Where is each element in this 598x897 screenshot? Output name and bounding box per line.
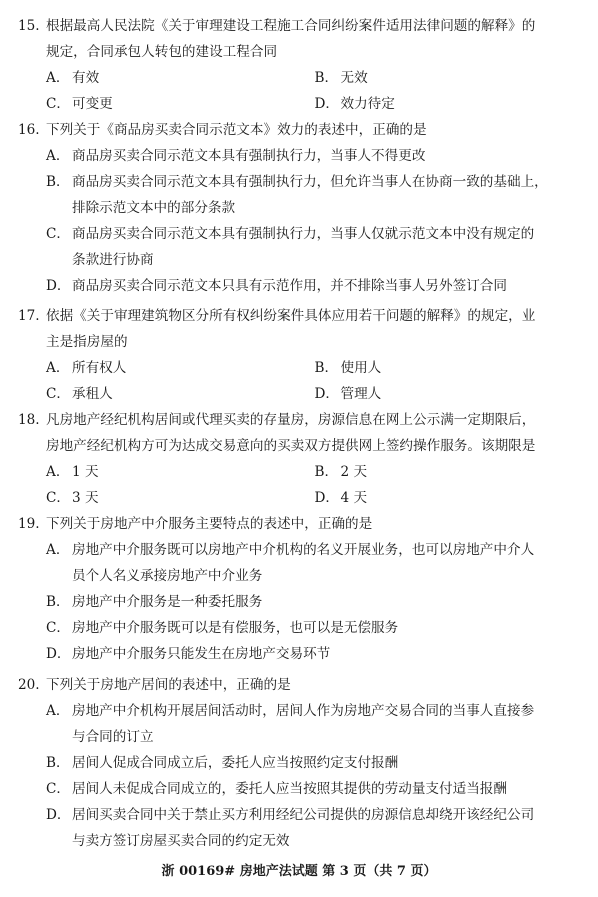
question-20 [18, 672, 583, 854]
option-c: C． 商品房买卖合同示范文本具有强制执行力，当事人仅就示范文本中没有规定的 [46, 226, 535, 242]
option-a-continued: 与合同的订立 [72, 729, 154, 745]
option-a: A． 房地产中介机构开展居间活动时，居间人作为房地产交易合同的当事人直接参 [46, 703, 535, 719]
question-stem: 下列关于房地产中介服务主要特点的表述中，正确的是 [46, 516, 373, 532]
question-16 [18, 117, 583, 299]
page-footer: 浙 00169# 房地产法试题 第 3 页（共 7 页） [161, 864, 437, 879]
question-number: 19. [18, 516, 40, 532]
question-stem-continued: 规定，合同承包人转包的建设工程合同 [46, 44, 278, 60]
option-d: D． 效力待定 [314, 96, 395, 112]
option-c: C． 3 天 [46, 490, 99, 506]
option-c-continued: 条款进行协商 [72, 252, 154, 268]
question-number: 17. [18, 308, 40, 324]
option-c: C． 承租人 [46, 386, 113, 402]
option-c: C． 可变更 [46, 96, 113, 112]
question-number: 16. [18, 122, 40, 138]
question-19 [18, 511, 583, 667]
option-c: C． 房地产中介服务既可以是有偿服务，也可以是无偿服务 [46, 620, 399, 636]
option-b: B． 使用人 [314, 360, 382, 376]
option-a-continued: 员个人名义承接房地产中介业务 [72, 568, 263, 584]
question-stem-continued: 主是指房屋的 [46, 334, 128, 350]
option-a: A． 房地产中介服务既可以房地产中介机构的名义开展业务，也可以房地产中介人 [46, 542, 535, 558]
option-d: D． 管理人 [314, 386, 382, 402]
question-number: 15. [18, 18, 40, 34]
option-b: B． 2 天 [314, 464, 368, 480]
question-number: 18. [18, 412, 40, 428]
option-c: C． 居间人未促成合同成立的，委托人应当按照其提供的劳动量支付适当报酬 [46, 781, 507, 797]
option-b: B． 商品房买卖合同示范文本具有强制执行力，但允许当事人在协商一致的基础上， [46, 174, 548, 190]
option-b: B． 无效 [314, 70, 368, 86]
option-d-continued: 与卖方签订房屋买卖合同的约定无效 [72, 833, 290, 849]
option-a: A． 1 天 [46, 464, 99, 480]
question-stem-continued: 房地产经纪机构方可为达成交易意向的买卖双方提供网上签约操作服务。该期限是 [46, 438, 536, 454]
question-15 [18, 13, 583, 117]
option-d: D． 4 天 [314, 490, 368, 506]
option-b: B． 居间人促成合同成立后，委托人应当按照约定支付报酬 [46, 755, 399, 771]
question-17 [18, 303, 583, 407]
option-b-continued: 排除示范文本中的部分条款 [72, 200, 236, 216]
option-b: B． 房地产中介服务是一种委托服务 [46, 594, 263, 610]
question-stem: 下列关于《商品房买卖合同示范文本》效力的表述中，正确的是 [46, 122, 427, 138]
question-stem: 凡房地产经纪机构居间或代理买卖的存量房，房源信息在网上公示满一定期限后， [46, 412, 536, 428]
question-18 [18, 407, 583, 511]
question-stem: 根据最高人民法院《关于审理建设工程施工合同纠纷案件适用法律问题的解释》的 [46, 18, 536, 34]
option-d: D． 居间买卖合同中关于禁止买方利用经纪公司提供的房源信息却绕开该经纪公司 [46, 807, 535, 823]
option-a: A． 有效 [46, 70, 100, 86]
option-a: A． 商品房买卖合同示范文本具有强制执行力，当事人不得更改 [46, 148, 426, 164]
option-a: A． 所有权人 [46, 360, 127, 376]
question-stem: 下列关于房地产居间的表述中，正确的是 [46, 677, 291, 693]
question-number: 20. [18, 677, 40, 693]
option-d: D． 房地产中介服务只能发生在房地产交易环节 [46, 646, 331, 662]
option-d: D． 商品房买卖合同示范文本只具有示范作用，并不排除当事人另外签订合同 [46, 278, 507, 294]
question-stem: 依据《关于审理建筑物区分所有权纠纷案件具体应用若干问题的解释》的规定，业 [46, 308, 536, 324]
